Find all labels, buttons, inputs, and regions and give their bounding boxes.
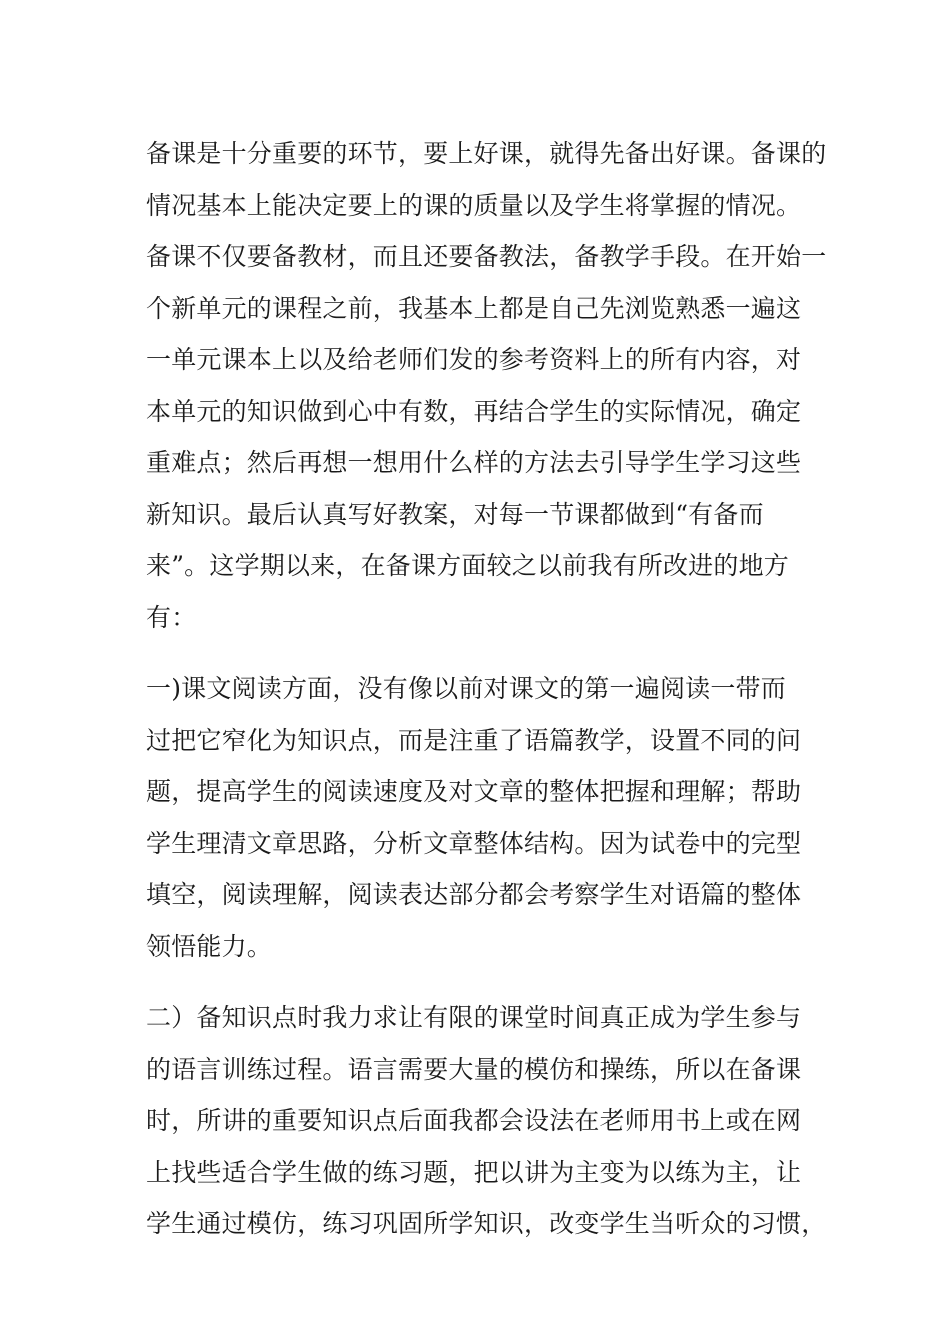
text-line: 个新单元的课程之前，我基本上都是自己先浏览熟悉一遍这 (146, 293, 802, 323)
paragraph-reading (146, 663, 814, 972)
text-line: 备课不仅要备教材，而且还要备教法，备教学手段。在开始一 (146, 242, 827, 271)
text-line: 一)课文阅读方面，没有像以前对课文的第一遍阅读一带而 (146, 674, 786, 703)
text-line: 本单元的知识做到心中有数，再结合学生的实际情况，确定 (146, 396, 802, 426)
text-line: 备课是十分重要的环节，要上好课，就得先备出好课。备课的 (146, 139, 827, 168)
text-line: 学生理清文章思路，分析文章整体结构。因为试卷中的完型 (146, 828, 802, 858)
text-line: 题，提高学生的阅读速度及对文章的整体把握和理解；帮助 (146, 777, 802, 806)
text-line: 有： (146, 602, 197, 632)
text-line: 新知识。最后认真写好教案，对每一节课都做到“有备而 (146, 499, 764, 529)
text-line: 上找些适合学生做的练习题，把以讲为主变为以练为主，让 (146, 1157, 802, 1187)
text-line: 填空，阅读理解，阅读表达部分都会考察学生对语篇的整体 (146, 880, 802, 909)
document-body (146, 128, 827, 1270)
text-line: 情况基本上能决定要上的课的质量以及学生将掌握的情况。 (146, 190, 802, 220)
text-line: 来”。这学期以来，在备课方面较之以前我有所改进的地方 (146, 551, 789, 580)
paragraph-knowledge-points (146, 992, 827, 1250)
text-line: 二）备知识点时我力求让有限的课堂时间真正成为学生参与 (146, 1003, 802, 1032)
text-line: 过把它窄化为知识点，而是注重了语篇教学，设置不同的问 (146, 725, 802, 755)
text-line: 的语言训练过程。语言需要大量的模仿和操练，所以在备课 (146, 1054, 802, 1084)
text-line: 一单元课本上以及给老师们发的参考资料上的所有内容，对 (146, 345, 802, 374)
text-line: 学生通过模仿，练习巩固所学知识，改变学生当听众的习惯， (146, 1209, 827, 1238)
text-line: 重难点；然后再想一想用什么样的方法去引导学生学习这些 (146, 448, 802, 477)
text-line: 时，所讲的重要知识点后面我都会设法在老师用书上或在网 (146, 1106, 802, 1135)
text-line: 领悟能力。 (146, 931, 273, 961)
paragraph-lesson-preparation (146, 128, 827, 643)
